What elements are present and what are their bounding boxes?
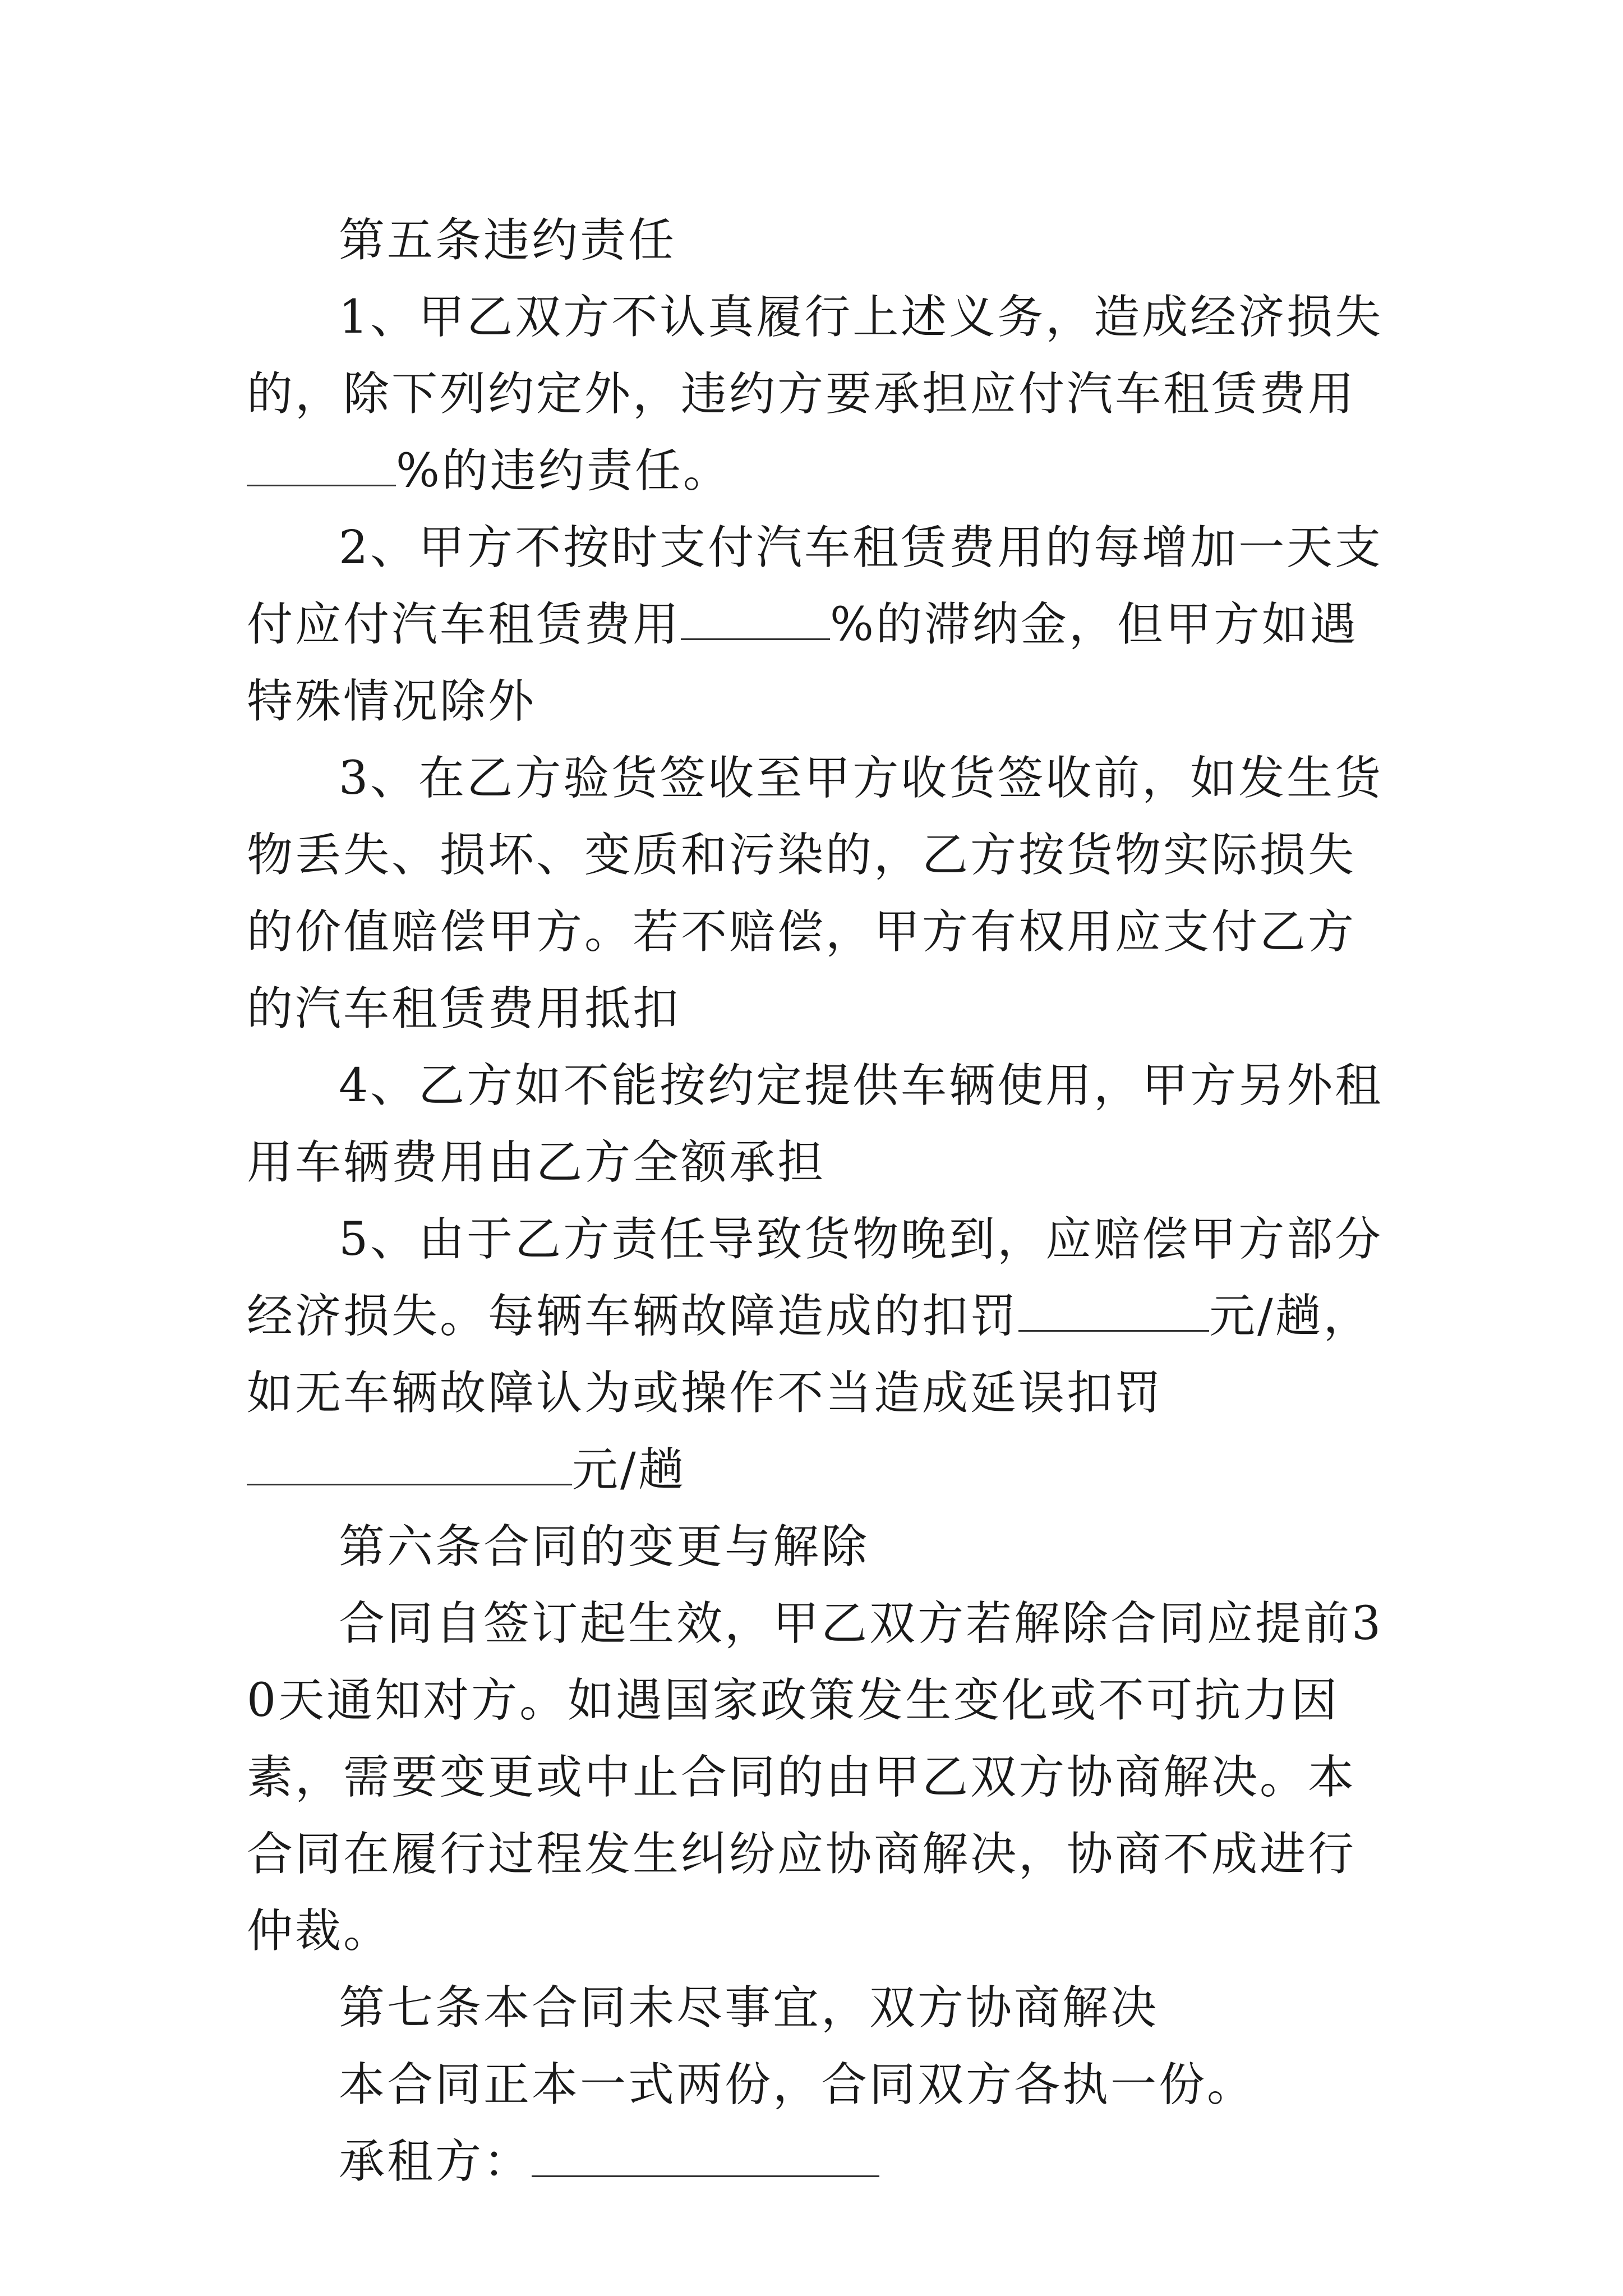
document-body: [247, 202, 1391, 2200]
lessee-signature-line: [247, 2123, 1391, 2200]
blank-field-fault-penalty: [1018, 1294, 1209, 1332]
section6-body: 合同自签订起生效，甲乙双方若解除合同应提前30天通知对方。如遇国家政策发生变化或不可抗力因素，需要变更或中止合同的由甲乙双方协商解决。本合同在履行过程发生纠纷应协商解决，协商不成进行仲裁。: [247, 1597, 1384, 1958]
blank-field-lessee-signature: [532, 2139, 879, 2177]
clause-1-text-b: %的违约责任。: [396, 444, 731, 498]
section7-title: 第七条本合同未尽事宜，双方协商解决: [339, 1981, 1159, 2035]
clause-5-text-b: 元/趟，如无车辆故障认为或操作不当造成延误扣罚: [247, 1290, 1372, 1420]
blank-field-delay-penalty: [247, 1448, 572, 1485]
clause-1-text-a: 1、甲乙双方不认真履行上述义务，造成经济损失的，除下列约定外，违约方要承担应付汽车租赁费用: [247, 291, 1384, 421]
clause-2-text-b: %的滞纳金，但甲方如遇特殊情况除外: [247, 598, 1358, 728]
clause-5-text-c: 元/趟: [572, 1443, 686, 1497]
section6-title: 第六条合同的变更与解除: [339, 1520, 870, 1573]
clause-4: 4、乙方如不能按约定提供车辆使用，甲方另外租用车辆费用由乙方全额承担: [247, 1059, 1384, 1189]
blank-field-clause2-percent: [681, 602, 830, 640]
blank-field-clause1-percent: [247, 449, 396, 486]
clause-3: 3、在乙方验货签收至甲方收货签收前，如发生货物丢失、损坏、变质和污染的，乙方按货物实际损失的价值赔偿甲方。若不赔偿，甲方有权用应支付乙方的汽车租赁费用抵扣: [247, 752, 1384, 1036]
clause-2-text-a: 2、甲方不按时支付汽车租赁费用的每增加一天支付应付汽车租赁费用: [247, 521, 1384, 651]
clause-5-text-a: 5、由于乙方责任导致货物晚到，应赔偿甲方部分经济损失。每辆车辆故障造成的扣罚: [247, 1213, 1384, 1343]
clause-5: [247, 1201, 1391, 1508]
copies-note: 本合同正本一式两份，合同双方各执一份。: [339, 2058, 1256, 2111]
lessee-label: 承租方：: [339, 2135, 532, 2188]
clause-2: [247, 509, 1391, 740]
clause-1: [247, 279, 1391, 509]
section5-title: 第五条违约责任: [339, 214, 677, 267]
